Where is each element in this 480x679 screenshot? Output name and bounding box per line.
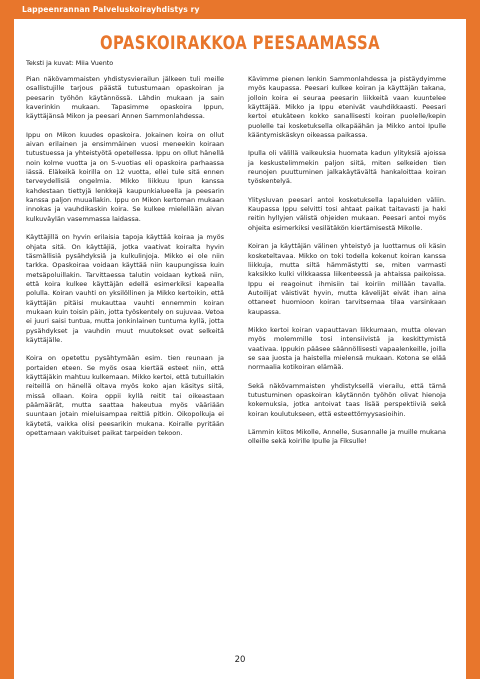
left-accent-bar <box>0 0 14 679</box>
article-title: OPASKOIRAKKOA PEESAAMASSA <box>100 33 380 54</box>
paragraph: Käyttäjillä on hyvin erilaisia tapoja käyttää koiraa ja myös ohjata sitä. On käyttäjiä, jotka vaativat koiralta hyvin täsmällisiä pysähdyksiä ja kulkulinjoja. Mikko ei ole niin tarkka. Opaskoiraa voidaan käyttää niin kaupungissa kuin metsäpoluillakin. Tarvittaessa talutin voidaan kytkeä niin, että koira kulkee käyttäjän edellä esimerkiksi kapealla polulla. Koiran vauhti on yksilöllinen ja Mikko kertoikin, että käyttäjän pitäisi mukauttaa vauhti ennemmin koiran mukaan kuin toisin päin, jotta työskentely on sujuvaa. Vetoa ei juuri saisi tuntua, mutta jonkinlainen tuntuma kyllä, jotta pysähdykset ja vauhdin muut muutokset ovat selkeitä käyttäjälle. <box>26 233 224 344</box>
paragraph: Ylitysluvan peesari antoi kosketuksella lapaluiden väliin. Kaupassa Ippu selvitti tosi ahtaat paikat taitavasti ja haki reitin hyllyjen välistä ohjeiden mukaan. Peesari antoi myös ohjeita esimerkiksi vesilätäkön kiertämisestä Mikolle. <box>248 195 446 232</box>
paragraph: Pian näkövammaisten yhdistysvierailun jälkeen tuli meille osallistujille tarjous päästä tutustumaan opaskoiran ja peesarin työhön käytännössä. Lähdin mukaan ja sain kaverinkin mukaan. Tapasimme opaskoira Ippun, käyttäjänsä Mikon ja peesari Annen Sammonlahdessa. <box>26 75 224 121</box>
paragraph: Ippu on Mikon kuudes opaskoira. Jokainen koira on ollut aivan erilainen ja ensimmäinen vuosi meneekin koiraan tutustuessa ja yhteistyötä opetellessa. Ippu on ollut hänellä noin kolme vuotta ja on 5-vuotias eli opaskoira parhaassa iässä. Eläkeikä koirilla on 12 vuotta, ellei tule sitä ennen terveydellisiä ongelmia. Mikko liikkuu Ipun kanssa kahdestaan tiettyjä lenkkejä kaupunkialueella ja peesarin kanssa paljon muuallakin. Ippu on Mikon kertoman mukaan innokas ja vauhdikaskin koira. Se kulkee mielellään aivan kulkuväylän vasemmassa laidassa. <box>26 130 224 223</box>
right-column <box>248 75 446 456</box>
page-number: 20 <box>234 655 246 665</box>
organization-name: Lappeenrannan Palveluskoirayhdistys ry <box>22 5 200 14</box>
paragraph: Kävimme pienen lenkin Sammonlahdessa ja pistäydyimme myös kaupassa. Peesari kulkee koiran ja käyttäjän takana, jolloin koira ei seuraa peesarin liikkeitä vaan kuuntelee käyttäjää. Mikko ja Ippu etenivät vauhdikkaasti. Peesari kertoi etukäteen kokko sanallisesti koiran puolelle/kepin puolelle tai kosketuksella olkapäähän ja Mikko antoi Ipulle kääntymiskäskyn oikeassa paikassa. <box>248 75 446 140</box>
article-byline: Teksti ja kuvat: Miia Vuento <box>26 59 114 67</box>
paragraph: Mikko kertoi koiran vapauttavan liikkumaan, mutta olevan myös molemmille tosi intensiivistä ja keskittymistä vaativaa. Ippukin pääsee säännöllisesti vapaalenkeille, joilla se saa juosta ja haistella mielensä mukaan. Kotona se elää normaalia kotikoiran elämää. <box>248 325 446 372</box>
left-column <box>26 75 224 447</box>
paragraph: Ipulla oli välillä vaikeuksia huomata kadun ylityksiä ajoissa ja keskustelimmekin paljon siitä, miten selkeiden tien reunojen puuttuminen jalkakäytävältä hankaloittaa koiran työskentelyä. <box>248 149 446 186</box>
paragraph: Sekä näkövammaisten yhdistyksellä vierailu, että tämä tutustuminen opaskoiran käytännön työhön olivat hienoja kokemuksia, jotka antoivat taas lisää perspektiiviä sekä koiran koulutukseen, että esteettömyysasioihin. <box>248 381 446 418</box>
paragraph: Koira on opetettu pysähtymään esim. tien reunaan ja portaiden eteen. Se myös osaa kiertää esteet niin, että käyttäjäkin mahtuu kulkemaan. Mikko kertoi, että tutuillakin reiteillä on hänellä oltava myös koko ajan käsitys siitä, missä ollaan. Koira oppii kyllä reitit tai oikeastaan päämäärät, mutta saattaa hakeutua myös vääriään suuntaan jotain mieluisampaa reittiä pitkin. Oikopolkuja ei käytetä, vaikka olisi peesarikin mukana. Koiralle pyritään opettamaan vakituiset paikat tarpeiden tekoon. <box>26 354 224 438</box>
right-accent-bar <box>466 0 480 679</box>
paragraph: Koiran ja käyttäjän välinen yhteistyö ja luottamus oli käsin kosketeltavaa. Mikko on toki todella kokenut koiran kanssa liikkuja, mutta siltä hämmästytti se, miten varmasti kaksikko kulki vilkkaassa liikenteessä ja ahtaissa paikoissa. Ippu ei reagoinut ihmisiin tai koiriin millään tavalla. Autoilijat väistivät hyvin, mutta kävelijät eivät ihan aina ottaneet huomioon koiran tarvitsemaa tilaa varsinkaan kaupassa. <box>248 242 446 316</box>
paragraph: Lämmin kiitos Mikolle, Annelle, Susannalle ja muille mukana olleille sekä koirille Ipulle ja Fiksulle! <box>248 428 446 446</box>
